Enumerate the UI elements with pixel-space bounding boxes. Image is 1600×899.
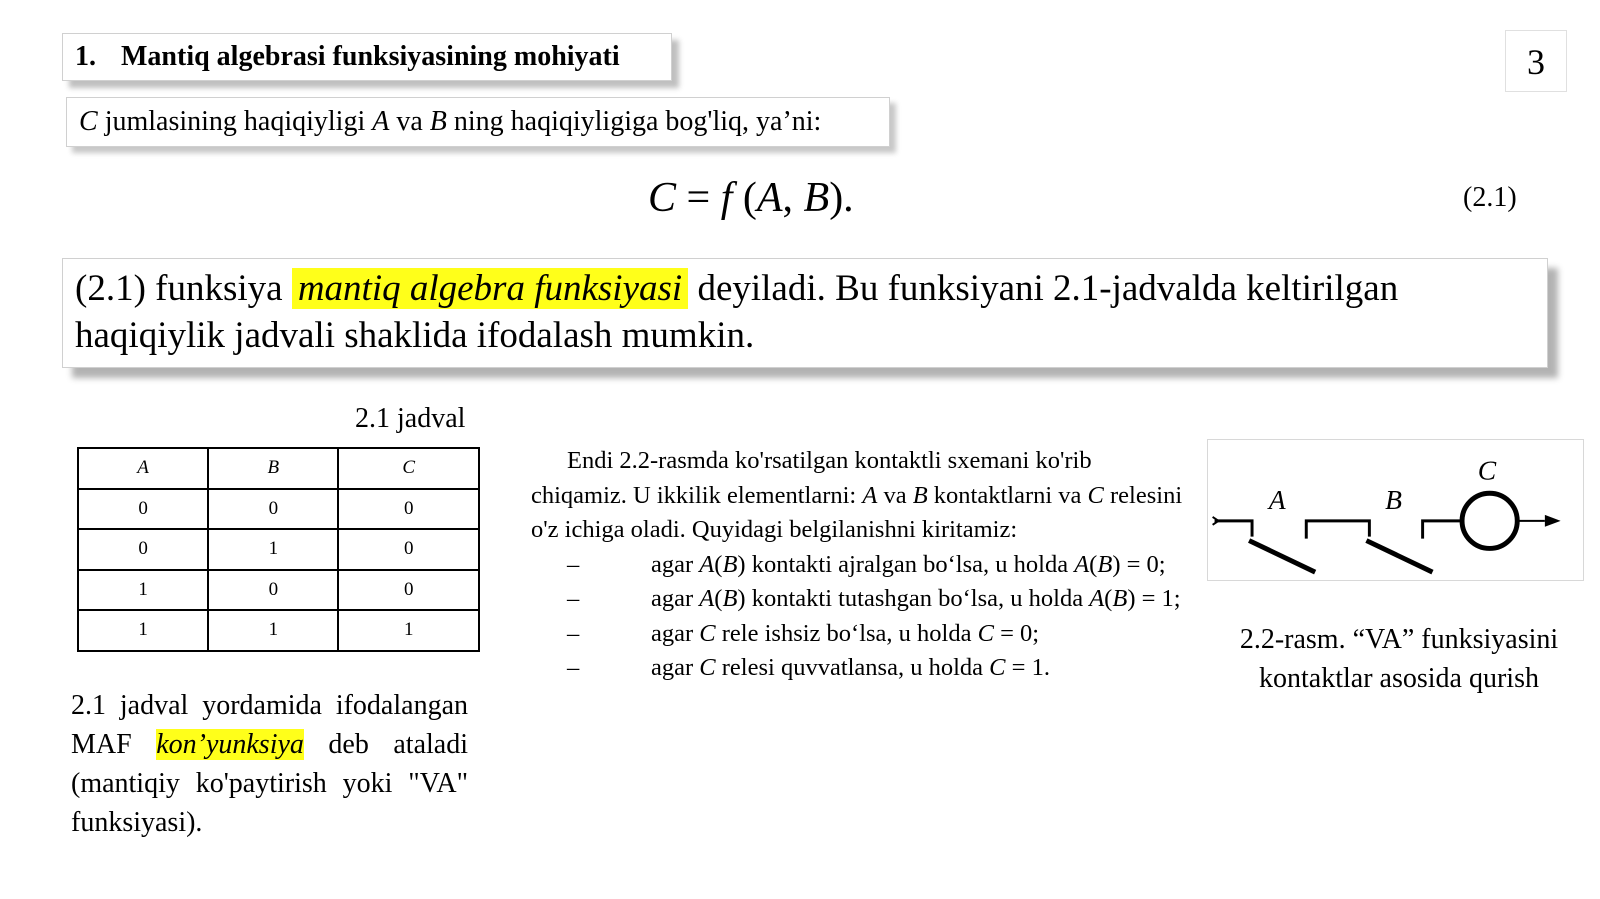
truth-table xyxy=(77,447,480,652)
list-text: ) xyxy=(737,550,746,578)
formula-a: A xyxy=(756,175,783,221)
formula-open: ( xyxy=(732,175,757,221)
relay-left-wire xyxy=(1423,521,1460,539)
equation-number: (2.1) xyxy=(1463,182,1517,213)
conjunction-text-2: deb ataladi (mantiqiy ko'paytirish yoki "VA" xyxy=(71,729,468,799)
figure-caption: 2.2-rasm. “VA” funksiyasini kontaktlar asosida qurish xyxy=(1239,624,1559,694)
formula xyxy=(648,172,854,224)
list-text: ( xyxy=(1104,585,1113,612)
formula-c: C xyxy=(648,175,677,221)
conjunction-paragraph xyxy=(71,686,468,842)
list-text: ) xyxy=(1112,550,1121,578)
conjunction-highlight: kon’yunksiya xyxy=(156,729,304,760)
table-header-c: C xyxy=(338,448,479,489)
list-var: C xyxy=(977,619,994,647)
table-row xyxy=(78,489,479,530)
dash-bullet: – xyxy=(567,619,580,647)
list-item xyxy=(531,582,1191,617)
table-header-row xyxy=(78,448,479,489)
output-arrow-icon xyxy=(1545,515,1561,527)
list-text: ( xyxy=(714,585,723,612)
dash-bullet: – xyxy=(567,550,580,578)
intro-text-3: ning haqiqiyligiga bog'liq, ya’ni: xyxy=(446,106,822,137)
body-var-c: C xyxy=(1087,481,1104,509)
dash-bullet: – xyxy=(567,585,580,612)
definition-text-2: deyiladi. Bu funksiyani 2.1-jadvalda keltirilgan haqiqiylik jadvali shaklida ifodalash mumkin. xyxy=(75,268,1399,356)
contact-b-switch xyxy=(1366,541,1432,573)
list-var: B xyxy=(1112,585,1128,612)
contact-a-left-wire xyxy=(1215,521,1252,537)
contact-b-left-wire xyxy=(1306,521,1369,539)
list-var: C xyxy=(989,654,1006,681)
table-cell: 1 xyxy=(78,570,208,611)
formula-f: f xyxy=(720,175,733,221)
table-cell: 1 xyxy=(338,610,479,651)
page-number: 3 xyxy=(1505,30,1567,92)
intro-var-b: B xyxy=(429,106,447,137)
formula-close: ). xyxy=(829,175,854,221)
list-var: B xyxy=(722,585,738,612)
formula-b: B xyxy=(803,175,830,221)
conjunction-text-1: 2.1 jadval yordamida ifodalangan MAF xyxy=(71,690,468,760)
list-text: ) xyxy=(1127,585,1136,612)
list-var: C xyxy=(699,619,716,647)
list-var: B xyxy=(722,550,738,578)
list-var: A xyxy=(1074,550,1090,578)
table-cell: 0 xyxy=(338,489,479,530)
diagram-label-c: C xyxy=(1477,454,1497,486)
conjunction-text-3: funksiyasi). xyxy=(71,807,203,838)
list-item xyxy=(531,617,1191,652)
list-text: agar xyxy=(651,619,700,647)
list-var: A xyxy=(1089,585,1105,612)
list-text: agar xyxy=(651,585,700,612)
table-header-a: A xyxy=(78,448,208,489)
dash-bullet: – xyxy=(567,654,580,681)
list-text: ( xyxy=(714,550,723,578)
list-var: C xyxy=(699,654,716,681)
intro-var-c: C xyxy=(79,106,98,137)
list-text: kontakti tutashgan bo‘lsa, u holda xyxy=(745,585,1090,612)
list-var: B xyxy=(1097,550,1113,578)
intro-text-2: va xyxy=(389,106,430,137)
section-number: 1. xyxy=(75,41,96,72)
list-text: = 1. xyxy=(1005,654,1050,681)
body-text-run: Endi 2.2-rasmda ko'rsatilgan kontaktli sxemani ko'rib chiqamiz. U ikkilik elementlarni: xyxy=(531,447,1092,509)
table-cell: 1 xyxy=(208,529,338,570)
list-text: = 1; xyxy=(1135,585,1181,612)
relay-c-circle xyxy=(1462,493,1517,548)
section-title-box xyxy=(62,33,672,81)
table-row xyxy=(78,529,479,570)
list-text: rele ishsiz bo‘lsa, u holda xyxy=(715,619,978,647)
body-var-b: B xyxy=(912,481,928,509)
table-cell: 0 xyxy=(338,570,479,611)
intro-box xyxy=(66,97,890,147)
list-text: = 0; xyxy=(993,619,1040,647)
table-header-b: B xyxy=(208,448,338,489)
table-row xyxy=(78,570,479,611)
table-cell: 0 xyxy=(78,529,208,570)
table-caption: 2.1 jadval xyxy=(355,403,466,434)
contact-circuit-diagram xyxy=(1207,439,1584,581)
definition-highlight: mantiq algebra funksiyasi xyxy=(292,268,688,309)
body-text-run: relesini o'z ichiga oladi. Quyidagi belgilanishni kiritamiz: xyxy=(531,481,1183,543)
formula-comma: , xyxy=(782,175,804,221)
body-paragraph xyxy=(531,444,1191,548)
list-text: = 0; xyxy=(1120,550,1166,578)
table-cell: 0 xyxy=(338,529,479,570)
table-cell: 0 xyxy=(208,570,338,611)
table-cell: 1 xyxy=(208,610,338,651)
table-row xyxy=(78,610,479,651)
diagram-label-b: B xyxy=(1385,484,1403,516)
intro-text-1: jumlasining haqiqiyligi xyxy=(97,106,373,137)
definition-text-1: (2.1) funksiya xyxy=(75,268,292,309)
diagram-label-a: A xyxy=(1268,484,1286,516)
list-text: relesi quvvatlansa, u holda xyxy=(715,654,990,681)
table-cell: 1 xyxy=(78,610,208,651)
formula-eq: = xyxy=(676,175,721,221)
contact-a-switch xyxy=(1249,541,1315,573)
body-text-run: va xyxy=(877,481,913,509)
body-text xyxy=(531,444,1191,686)
intro-var-a: A xyxy=(372,106,390,137)
list-item xyxy=(531,651,1191,686)
table-cell: 0 xyxy=(78,489,208,530)
list-text: agar xyxy=(651,550,700,578)
list-text: ) xyxy=(737,585,746,612)
table-cell: 0 xyxy=(208,489,338,530)
list-var: A xyxy=(699,550,715,578)
section-title: Mantiq algebrasi funksiyasining mohiyati xyxy=(121,41,620,72)
body-var-a: A xyxy=(862,481,878,509)
definition-box xyxy=(62,258,1548,368)
list-var: A xyxy=(699,585,715,612)
list-item xyxy=(531,548,1191,583)
body-text-run: kontaktlarni va xyxy=(927,481,1088,509)
list-text: kontakti ajralgan bo‘lsa, u holda xyxy=(745,550,1075,578)
list-text: ( xyxy=(1089,550,1098,578)
list-text: agar xyxy=(651,654,700,681)
